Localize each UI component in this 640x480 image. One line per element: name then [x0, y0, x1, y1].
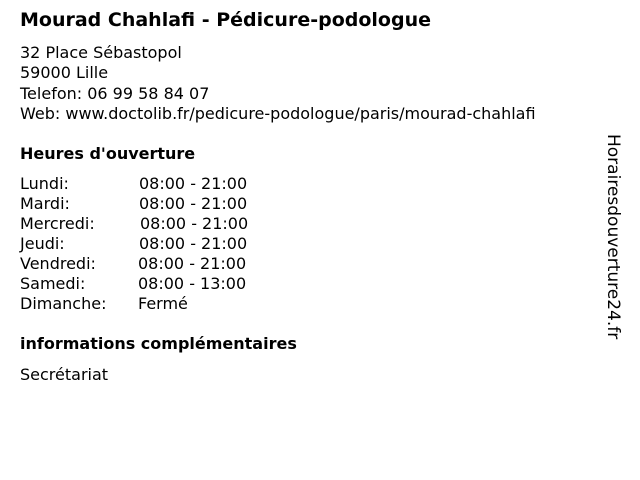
site-watermark: Horairesdouverture24.fr	[603, 134, 623, 340]
time-value: 08:00 - 13:00	[138, 274, 247, 293]
hours-row-sunday	[20, 294, 320, 314]
business-title: Mourad Chahlafi - Pédicure-podologue	[20, 9, 431, 31]
day-label: Vendredi:	[20, 254, 96, 273]
time-value: 08:00 - 21:00	[140, 214, 249, 233]
time-value: Fermé	[138, 294, 188, 313]
day-label: Lundi:	[20, 174, 69, 193]
time-value: 08:00 - 21:00	[138, 254, 247, 273]
hours-row-tuesday	[20, 194, 320, 214]
opening-hours-heading: Heures d'ouverture	[20, 144, 196, 163]
time-value: 08:00 - 21:00	[139, 194, 248, 213]
hours-row-monday	[20, 174, 320, 194]
address-city: 59000 Lille	[20, 63, 109, 82]
day-label: Mercredi:	[20, 214, 95, 233]
hours-row-thursday	[20, 234, 320, 254]
hours-row-saturday	[20, 274, 320, 294]
day-label: Mardi:	[20, 194, 70, 213]
day-label: Dimanche:	[20, 294, 107, 313]
address-street: 32 Place Sébastopol	[20, 43, 182, 62]
hours-row-wednesday	[20, 214, 320, 234]
time-value: 08:00 - 21:00	[139, 174, 248, 193]
day-label: Jeudi:	[20, 234, 65, 253]
phone-line: Telefon: 06 99 58 84 07	[20, 84, 210, 103]
additional-info-text: Secrétariat	[20, 365, 109, 384]
time-value: 08:00 - 21:00	[139, 234, 248, 253]
website-line: Web: www.doctolib.fr/pedicure-podologue/paris/mourad-chahlafi	[20, 104, 536, 123]
additional-info-heading: informations complémentaires	[20, 334, 297, 353]
hours-row-friday	[20, 254, 320, 274]
day-label: Samedi:	[20, 274, 86, 293]
